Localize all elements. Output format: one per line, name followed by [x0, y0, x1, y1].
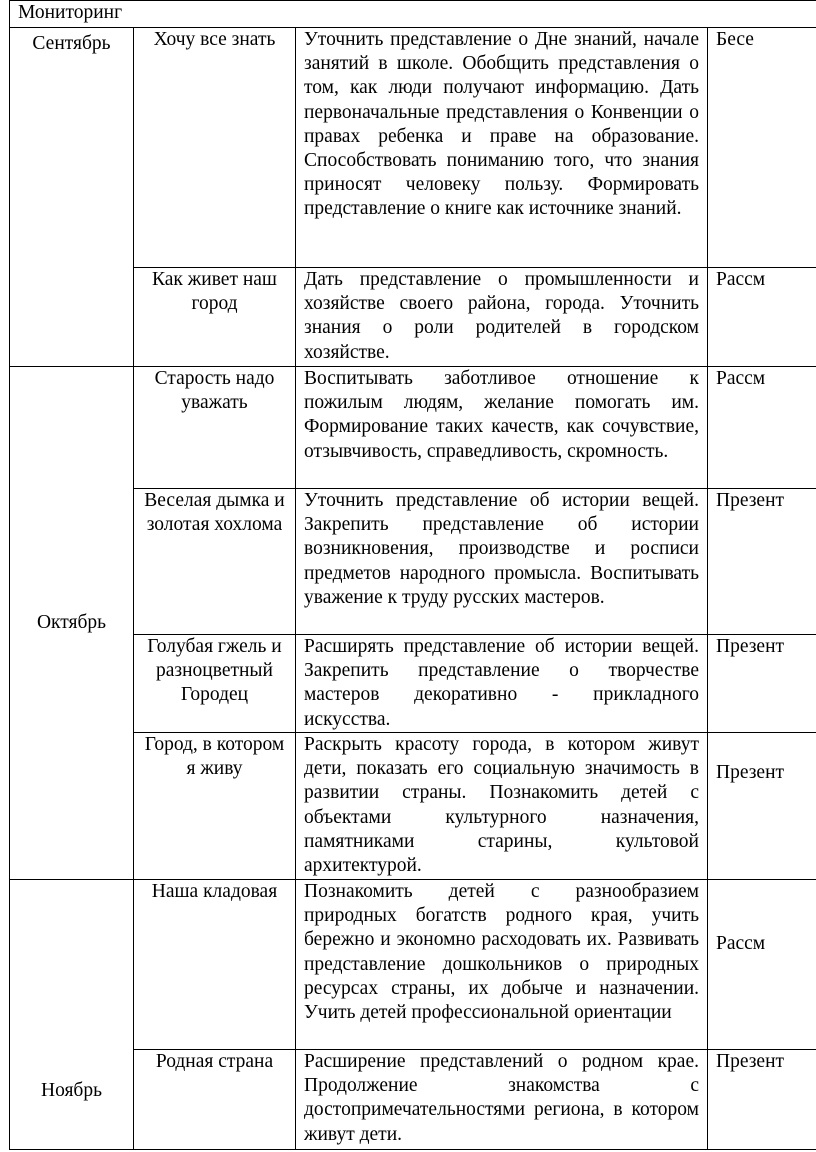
topic-cell: Наша кладовая: [134, 880, 296, 1050]
goal-cell: Воспитывать заботливое отношение к пожилым людям, желание помогать им. Формирование таких качеств, как сочувствие, отзывчивость, справедливость, скромность.: [296, 367, 708, 489]
form-cell: Презент: [708, 489, 816, 635]
header-row: [10, 1, 816, 28]
document-page: [9, 0, 816, 1150]
goal-cell: Познакомить детей с разнообразием природных богатств родного края, учить бережно и экономно расходовать их. Развивать представление дошкольников о природных ресурсах страны, их добыче и назначении. Учить детей профессиональной ориентации: [296, 880, 708, 1050]
form-cell: Презент: [708, 733, 816, 880]
month-cell: Октябрь: [10, 367, 134, 880]
month-cell: Сентябрь: [10, 28, 134, 367]
table-row: [10, 367, 816, 489]
topic-cell: Как живет наш город: [134, 268, 296, 367]
topic-cell: Веселая дымка и золотая хохлома: [134, 489, 296, 635]
goal-cell: Уточнить представление о Дне знаний, начале занятий в школе. Обобщить представления о том, как люди получают информацию. Дать первоначальные представления о Конвенции о правах ребенка и праве на образование. Способствовать пониманию того, что знания приносят человеку пользу. Формировать представление о книге как источнике знаний.: [296, 28, 708, 268]
goal-cell: Дать представление о промышленности и хозяйстве своего района, города. Уточнить знания о роли родителей в городском хозяйстве.: [296, 268, 708, 367]
topic-cell: Голубая гжель и разноцветный Городец: [134, 635, 296, 733]
form-cell: Рассм: [708, 880, 816, 1050]
table-row: [10, 28, 816, 268]
form-cell: Презент: [708, 1050, 816, 1150]
month-cell: Ноябрь: [10, 880, 134, 1150]
topic-cell: Город, в котором я живу: [134, 733, 296, 880]
table-title: Мониторинг: [10, 1, 816, 28]
form-cell: Бесе: [708, 28, 816, 268]
topic-cell: Хочу все знать: [134, 28, 296, 268]
goal-cell: Уточнить представление об истории вещей. Закрепить представление об истории возникновения, производстве и росписи предметов народного промысла. Воспитывать уважение к труду русских мастеров.: [296, 489, 708, 635]
form-cell: Рассм: [708, 268, 816, 367]
form-cell: Презент: [708, 635, 816, 733]
goal-cell: Расширять представление об истории вещей. Закрепить представление о творчестве мастеров декоративно - прикладного искусства.: [296, 635, 708, 733]
topic-cell: Старость надо уважать: [134, 367, 296, 489]
goal-cell: Расширение представлений о родном крае. Продолжение знакомства с достопримечательностями региона, в котором живут дети.: [296, 1050, 708, 1150]
monitoring-plan-table: [9, 0, 816, 1150]
goal-cell: Раскрыть красоту города, в котором живут дети, показать его социальную значимость в развитии страны. Познакомить детей с объектами культурного назначения, памятниками старины, культовой архитектурой.: [296, 733, 708, 880]
topic-cell: Родная страна: [134, 1050, 296, 1150]
form-cell: Рассм: [708, 367, 816, 489]
table-row: [10, 880, 816, 1050]
